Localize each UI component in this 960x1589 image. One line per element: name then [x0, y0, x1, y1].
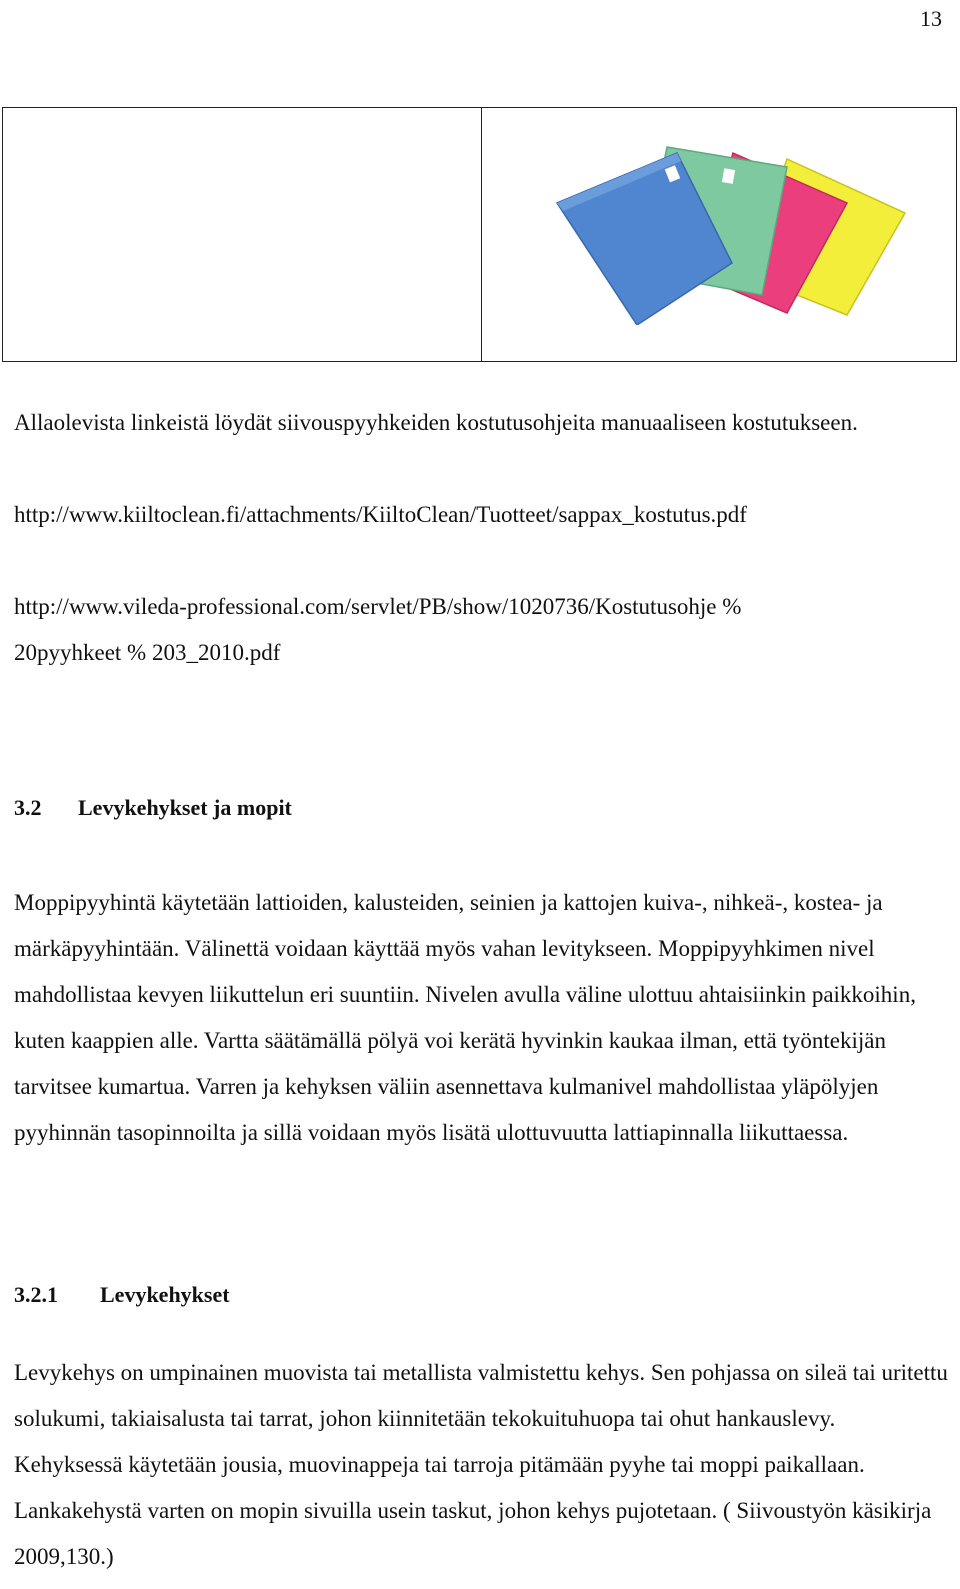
vileda-link-line-1: http://www.vileda-professional.com/servlet/PB/show/1020736/Kostutusohje %: [14, 594, 742, 619]
page-number: 13: [920, 6, 942, 31]
vileda-link[interactable]: [14, 584, 949, 676]
kiiltoclean-link[interactable]: http://www.kiiltoclean.fi/attachments/KiiltoClean/Tuotteet/sappax_kostutus.pdf: [14, 502, 747, 527]
section-3-2-paragraph: Moppipyyhintä käytetään lattioiden, kalusteiden, seinien ja kattojen kuiva-, nihkeä-, kostea- ja märkäpyyhintään. Välinettä voidaan käyttää myös vahan levitykseen. Moppipyyhkimen nivel mahdollistaa kevyen liikuttelun eri suuntiin. Nivelen avulla väline ulottuu ahtaisiinkin paikkoihin, kuten kaappien alle. Vartta säätämällä pölyä voi kerätä hyvinkin kaukaa ilman, että työntekijän tarvitsee kumartua. Varren ja kehyksen väliin asennettava kulmanivel mahdollistaa yläpölyjen pyyhinnän tasopinnoilta ja sillä voidaan myös lisätä ulottuvuutta lattiapinnalla liikuttaessa.: [14, 890, 916, 1145]
section-number: 3.2: [14, 795, 42, 820]
section-heading-3-2-1: [14, 1282, 230, 1308]
image-table: [2, 107, 957, 362]
empty-image-cell: [3, 108, 482, 362]
subsection-title: Levykehykset: [100, 1282, 230, 1307]
vileda-link-line-2: 20pyyhkeet % 203_2010.pdf: [14, 640, 281, 665]
section-3-2-1-paragraph: Levykehys on umpinainen muovista tai metallista valmistettu kehys. Sen pohjassa on sileä tai uritettu solukumi, takiaisalusta tai tarrat, johon kiinnitetään tekokuituhuopa tai ohut hankauslevy. Kehyksessä käytetään jousia, muovinappeja tai tarroja pitämään pyyhe tai moppi paikallaan. Lankakehystä varten on mopin sivuilla usein taskut, johon kehys pujotetaan. ( Siivoustyön käsikirja 2009,130.): [14, 1360, 948, 1569]
section-heading-3-2: [14, 795, 292, 821]
cloth-image-cell: [482, 108, 957, 362]
subsection-number: 3.2.1: [14, 1282, 58, 1307]
intro-paragraph: Allaolevista linkeistä löydät siivouspyyhkeiden kostutusohjeita manuaaliseen kostutukseen.: [14, 410, 858, 435]
section-title: Levykehykset ja mopit: [78, 795, 292, 820]
cleaning-cloths-image: [547, 145, 917, 325]
